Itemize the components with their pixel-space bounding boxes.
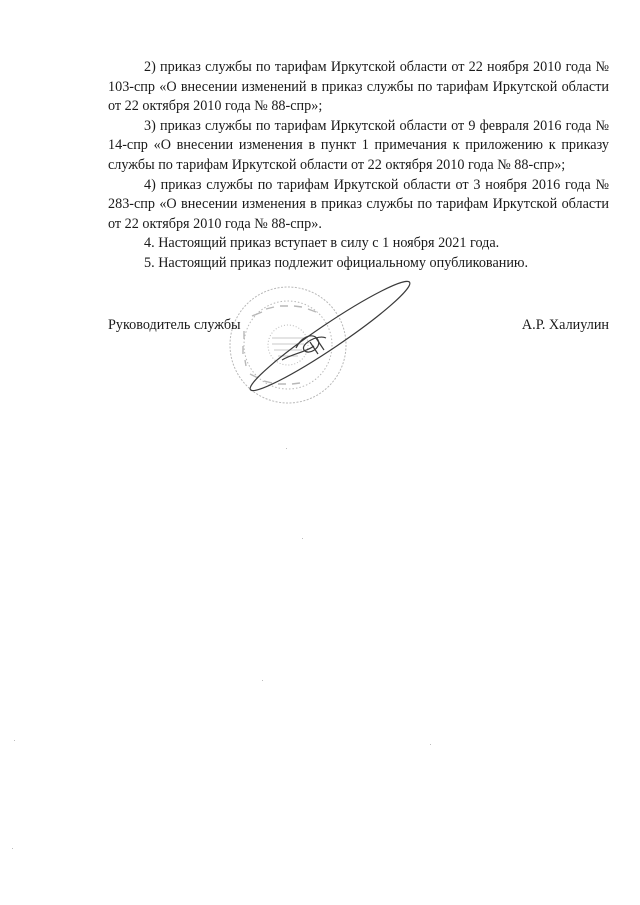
signatory-position: Руководитель службы [108, 317, 241, 333]
document-body [108, 58, 609, 274]
scan-speck [286, 448, 287, 449]
scan-speck [430, 744, 431, 745]
paragraph-item-4: 4) приказ службы по тарифам Иркутской области от 3 ноября 2016 года № 283-спр «О внесении изменения в приказ службы по тарифам Иркутской области от 22 октября 2010 года № 88-спр». [108, 176, 609, 232]
paragraph-item-3: 3) приказ службы по тарифам Иркутской области от 9 февраля 2016 года № 14-спр «О внесении изменения в пункт 1 примечания к приложению к приказу службы по тарифам Иркутской области от 22 октября 2010 года № 88-спр»; [108, 117, 609, 173]
scan-speck [262, 680, 263, 681]
scan-speck [12, 848, 13, 849]
official-stamp-with-signature [222, 276, 412, 414]
scan-speck [302, 538, 303, 539]
stamp-seal [230, 287, 346, 403]
paragraph-item-2: 2) приказ службы по тарифам Иркутской области от 22 ноября 2010 года № 103-спр «О внесении изменений в приказ службы по тарифам Иркутской области от 22 октября 2010 года № 88-спр»; [108, 59, 609, 115]
scan-speck [14, 740, 15, 741]
paragraph-point-4: 4. Настоящий приказ вступает в силу с 1 ноября 2021 года. [144, 235, 500, 252]
paragraph-point-5: 5. Настоящий приказ подлежит официальному опубликованию. [144, 254, 529, 271]
signatory-name: А.Р. Халиулин [521, 317, 609, 333]
